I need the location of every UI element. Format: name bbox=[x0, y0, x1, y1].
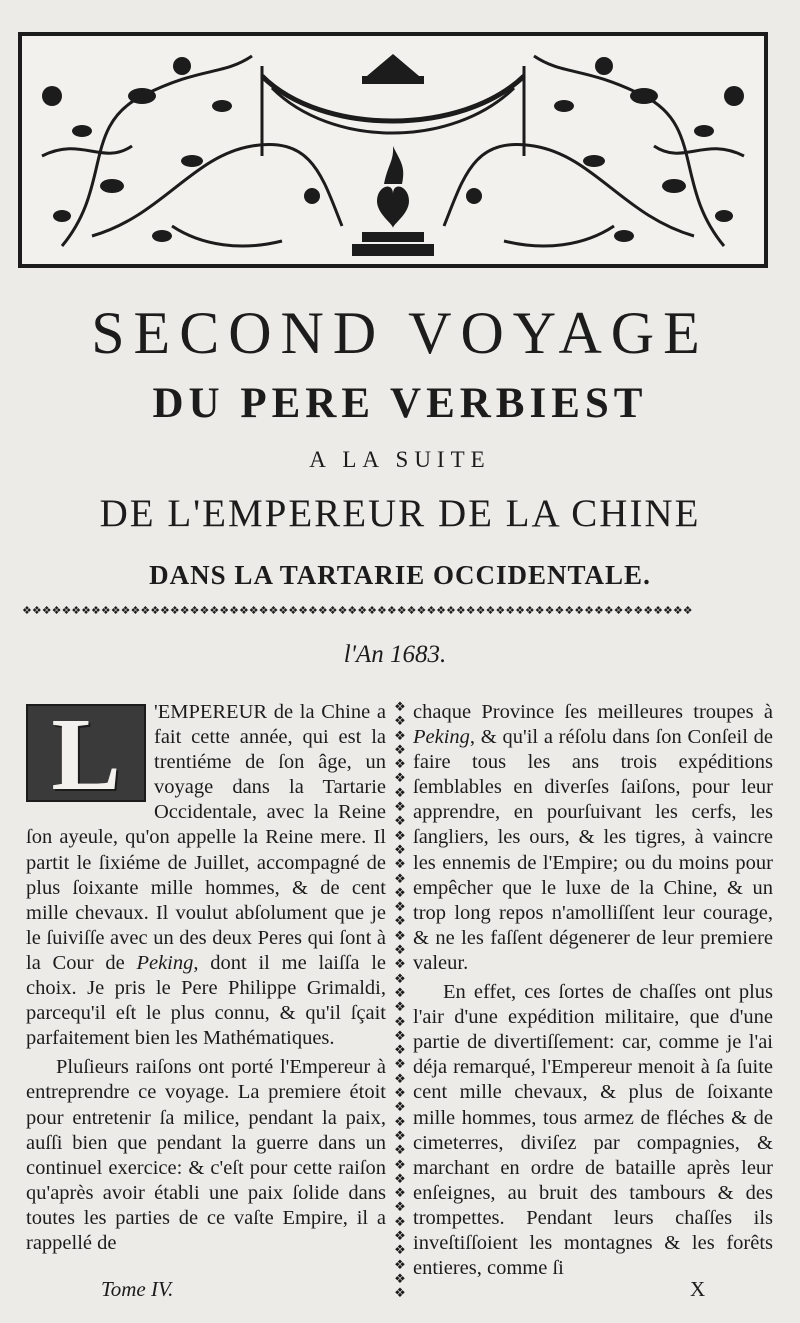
signature-mark: X bbox=[690, 1277, 706, 1301]
paragraph: En effet, ces ſortes de chaſſes ont plus l'air d'une expédition militaire, que d'une partie de divertiſſement: car, comme je l'ai déja remarqué, l'Empereur menoit à ſa ſuite cent mille chevaux, & plus de ſoixante mille hommes, tous armez de fléches & de cimeterres, diviſez par compagnies, & marchant en ordre de bataille après leur enſeignes, au bruit des tambours & des trompettes. Pendant leurs chaſſes ils inveſtiſſoient les montagnes & les forêts entieres, comme ſi bbox=[413, 981, 773, 1280]
title-line-4: DE L'EMPEREUR DE LA CHINE bbox=[99, 492, 701, 535]
paragraph-text: , & qu'il a réſolu dans ſon Conſeil de faire tous les ans trois expéditions ſemblables en diverſes ſaiſons, pour leur apprendre, en pourſuivant les cerfs, les ſangliers, les ours, & les tigres, à vaincre les ennemis de l'Empire; ou du moins pour empêcher que le luxe de la Chine, & un trop long repos n'amolliſſent leur courage, & ne les faſſent dégenerer de leur premiere valeur. bbox=[413, 726, 773, 974]
title-line-3: A LA SUITE bbox=[309, 447, 491, 472]
paragraph bbox=[26, 697, 386, 1051]
place-name: Peking bbox=[136, 951, 194, 974]
paragraph-text: de la Chine a fait cette année, qui est la trentiéme de ſon âge, un voyage dans la Tartarie Occidentale, avec la Reine ſon ayeule, qu'on appelle la Reine mere. Il partit le ſixiéme de Juillet, accompagné de plus ſoixante mille hommes, & de cent mille chevaux. Il voulut abſolument que je le ſuiviſſe avec un des deux Peres qui ſont à la Cour de bbox=[26, 701, 386, 974]
year-heading: l'An 1683. bbox=[343, 641, 447, 668]
floral-headpiece-ornament bbox=[18, 32, 768, 268]
fleuron-rule-icon: ❖❖❖❖❖❖❖❖❖❖❖❖❖❖❖❖❖❖❖❖❖❖❖❖❖❖❖❖❖❖❖❖❖❖❖❖❖❖❖❖❖❖❖❖❖❖❖❖❖❖❖❖❖❖❖❖❖❖❖❖❖❖❖❖❖❖❖❖ bbox=[22, 605, 693, 617]
fleuron-column-divider-icon: ❖ ❖ ❖ ❖ ❖ ❖ ❖ ❖ ❖ ❖ ❖ ❖ ❖ ❖ ❖ ❖ ❖ ❖ ❖ ❖ ❖ ❖ ❖ ❖ ❖ ❖ ❖ ❖ ❖ ❖ ❖ ❖ ❖ ❖ ❖ ❖ ❖ ❖ ❖ ❖ ❖ ❖ bbox=[394, 699, 406, 1301]
right-column bbox=[413, 700, 773, 1281]
paragraph bbox=[413, 700, 773, 976]
paragraph-text: chaque Province ſes meilleures troupes à bbox=[413, 701, 773, 723]
vine-ornament-icon bbox=[22, 36, 764, 264]
volume-marker: Tome IV. bbox=[101, 1277, 174, 1301]
title-line-2: DU PERE VERBIEST bbox=[152, 380, 648, 427]
paragraph-text: , dont il me laiſſa le choix. Je pris le Pere Philippe Grimaldi, parcequ'il eſt le plus connu, & qu'il ſçait parfaitement bien les Mathématiques. bbox=[26, 951, 386, 1050]
first-word: 'EMPEREUR bbox=[154, 701, 268, 723]
left-column bbox=[26, 697, 386, 1256]
dropcap-letter: L bbox=[51, 697, 121, 812]
title-line-5: DANS LA TARTARIE OCCIDENTALE. bbox=[149, 560, 651, 590]
title-line-1: SECOND VOYAGE bbox=[91, 300, 709, 366]
place-name: Peking bbox=[413, 726, 470, 749]
paragraph: Pluſieurs raiſons ont porté l'Empereur à entreprendre ce voyage. La premiere étoit pour entretenir ſa milice, pendant la paix, auſſi bien que pendant la guerre dans un continuel exercice: & c'eſt pour cette raiſon qu'après avoir établi une paix ſolide dans toutes les parties de ce vaſte Empire, il a rappellé de bbox=[26, 1056, 386, 1254]
dropcap-initial-icon bbox=[26, 697, 146, 812]
